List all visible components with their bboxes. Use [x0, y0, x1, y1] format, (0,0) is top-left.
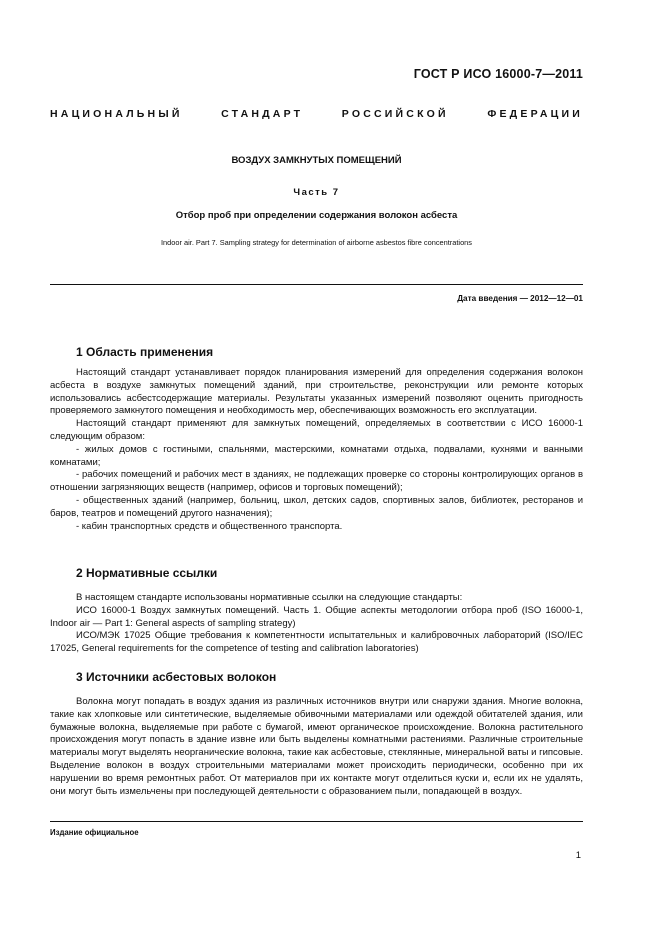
title-divider	[50, 284, 583, 285]
list-item: - кабин транспортных средств и общественного транспорта.	[76, 520, 343, 532]
reference-item: ИСО/МЭК 17025 Общие требования к компетентности испытательных и калибровочных лабораторий (ISO/IEC 17025, General requirements for the competence of testing and calibration laboratories)	[50, 630, 583, 655]
section-body-3	[50, 696, 583, 798]
official-edition-label: Издание официальное	[50, 828, 139, 837]
document-title: ВОЗДУХ ЗАМКНУТЫХ ПОМЕЩЕНИЙ	[231, 155, 402, 166]
paragraph: Настоящий стандарт устанавливает порядок планирования измерений для определения содержания волокон асбеста в воздухе замкнутых помещений зданий, при строительстве, реконструкции или ремонте которых использовались асбестсодержащие материалы. Результаты указанных измерений позволяют оценить пригодность проверяемого замкнутого помещения и необходимость мер, обеспечивающих возможность его эксплуатации.	[50, 367, 583, 417]
paragraph: Волокна могут попадать в воздух здания из различных источников внутри или снаружи здания. Многие волокна, такие как хлопковые или синтетические, выделяемые обивочными материалами или одеждой обитателей здания, или бумажные волокна, выделяемые при работе с бумагой, имеют органическое происхождение. Волокна растительного происхождения могут попасть в здание извне или быть выделены комнатными растениями. Различные строительные материалы могут выделять неорганические волокна, такие как асбестовые, стеклянные, минеральной ваты и гипсовые. Выделение волокон в воздух строительными материалами может происходить периодически, особенно при их нарушении во время ремонтных работ. От материалов при их контакте могут отделиться куски и, если их не удалять, они могут быть измельчены при последующей деятельности с образованием пыли, попадающей в воздух.	[50, 696, 583, 797]
list-item: - жилых домов с гостиными, спальнями, мастерскими, комнатами отдыха, подвалами, кухнями и ванными комнатами;	[50, 443, 583, 468]
page-number: 1	[575, 850, 581, 861]
list-item: - общественных зданий (например, больниц, школ, детских садов, спортивных залов, библиотек, ресторанов и баров, театров и помещений другого назначения);	[50, 494, 583, 519]
paragraph: Настоящий стандарт применяют для замкнутых помещений, определяемых в соответствии с ИСО 16000-1 следующим образом:	[50, 418, 583, 442]
english-title: Indoor air. Part 7. Sampling strategy for determination of airborne asbestos fibre concentrations	[161, 238, 472, 247]
reference-item: ИСО 16000-1 Воздух замкнутых помещений. Часть 1. Общие аспекты методологии отбора проб (ISO 16000-1, Indoor air — Part 1: General aspects of sampling strategy)	[50, 604, 583, 629]
effective-date: Дата введения — 2012—12—01	[457, 294, 583, 303]
section-body-2	[50, 592, 583, 656]
section-body-1	[50, 367, 583, 533]
national-standard-banner: НАЦИОНАЛЬНЫЙ СТАНДАРТ РОССИЙСКОЙ ФЕДЕРАЦИИ	[50, 108, 583, 120]
paragraph: В настоящем стандарте использованы нормативные ссылки на следующие стандарты:	[76, 592, 463, 603]
section-heading-3: 3 Источники асбестовых волокон	[76, 670, 277, 684]
list-item: - рабочих помещений и рабочих мест в зданиях, не подлежащих проверке со стороны контролирующих органов в отношении загрязняющих веществ (например, офисов и торговых помещений);	[50, 469, 583, 494]
section-heading-1: 1 Область применения	[76, 345, 214, 359]
document-id: ГОСТ Р ИСО 16000-7—2011	[413, 67, 583, 81]
footer-divider	[50, 821, 583, 822]
part-label: Часть 7	[293, 187, 340, 198]
section-heading-2: 2 Нормативные ссылки	[76, 566, 218, 580]
document-subtitle: Отбор проб при определении содержания волокон асбеста	[175, 210, 458, 221]
